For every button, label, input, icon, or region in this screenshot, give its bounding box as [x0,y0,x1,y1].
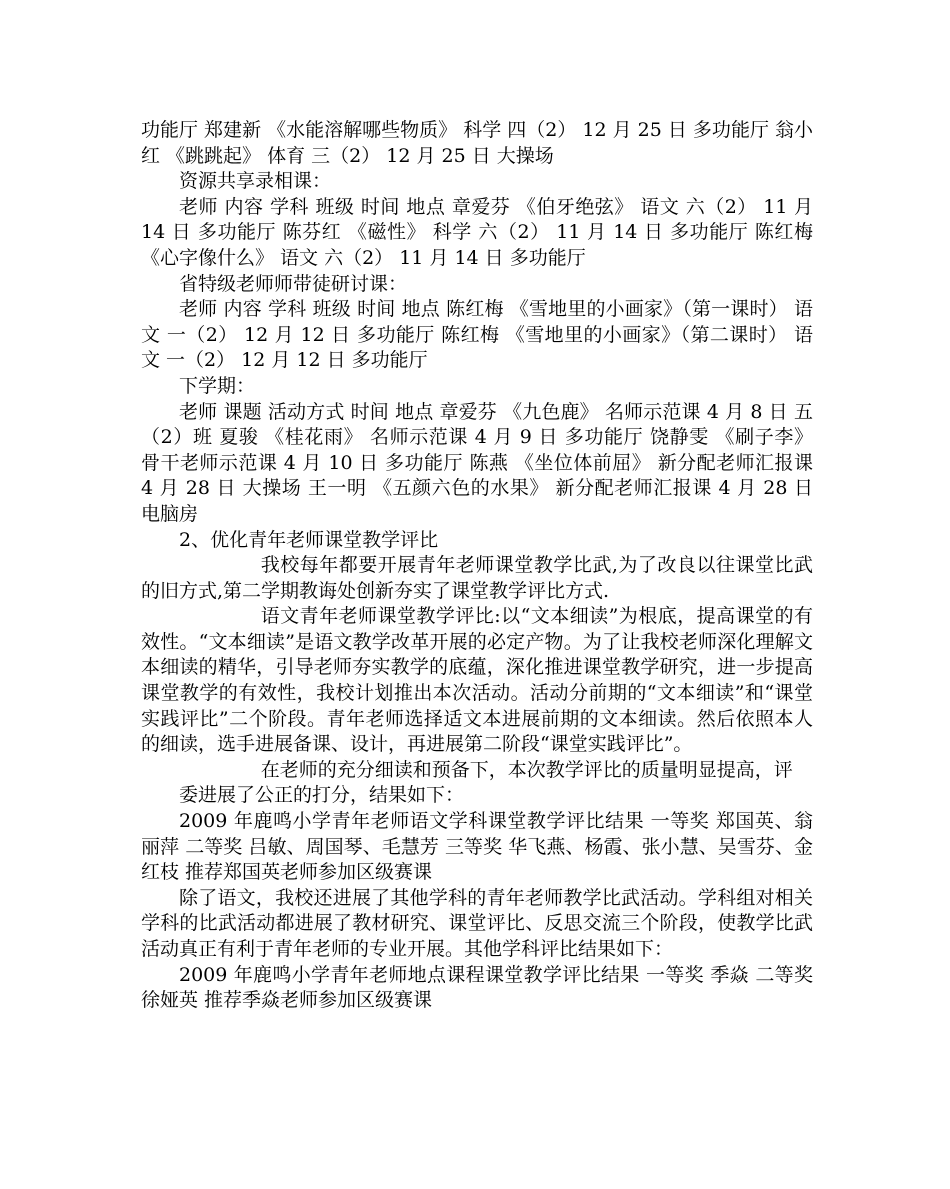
paragraph-mentor-seminar: 老师 内容 学科 班级 时间 地点 陈红梅 《雪地里的小画家》（第一课时） 语文 一（2） 12 月 12 日 多功能厅 陈红梅 《雪地里的小画家》（第二课时） 语文 一（2） 12 月 12 日 多功能厅 [141,298,813,372]
heading-mentor-seminar: 省特级老师师带徒研讨课： [179,272,408,295]
paragraph-chinese-results: 2009 年鹿鸣小学青年老师语文学科课堂教学评比结果 一等奖 郑国英、翁丽萍 二等奖 吕敏、周国琴、毛慧芳 三等奖 华飞燕、杨霞、张小慧、吴雪芬、金红枝 推荐郑国英老师参加区级赛课 [141,810,813,884]
paragraph-schedule-continued: 功能厅 郑建新 《水能溶解哪些物质》 科学 四（2） 12 月 25 日 多功能厅 翁小红 《跳跳起》 体育 三（2） 12 月 25 日 大操场 [141,119,813,167]
paragraph-other-subjects: 除了语文，我校还进展了其他学科的青年老师教学比武活动。学科组对相关学科的比武活动都进展了教材研究、课堂评比、反思交流三个阶段，使教学比武活动真正有利于青年老师的专业开展。其他学科评比结果如下： [141,886,813,960]
paragraph-shared-recorded-lessons: 老师 内容 学科 班级 时间 地点 章爱芬 《伯牙绝弦》 语文 六（2） 11 月 14 日 多功能厅 陈芬红 《磁性》 科学 六（2） 11 月 14 日 多功能厅 陈红梅 《心字像什么》 语文 六（2） 11 月 14 日 多功能厅 [141,195,813,269]
section-heading-teaching-competition: 2、优化青年老师课堂教学评比 [179,528,439,551]
paragraph-next-semester: 老师 课题 活动方式 时间 地点 章爱芬 《九色鹿》 名师示范课 4 月 8 日 五（2）班 夏骏 《桂花雨》 名师示范课 4 月 9 日 多功能厅 饶静雯 《刷子李》 骨干老师示范课 4 月 10 日 多功能厅 陈燕 《坐位体前屈》 新分配老师汇报课 4 月 28 日 大操场 王一明 《五颜六色的水果》 新分配老师汇报课 4 月 28 日 电脑房 [141,400,813,525]
paragraph-judges-scoring: 委进展了公正的打分，结果如下： [179,784,465,807]
paragraph-quality-improved: 在老师的充分细读和预备下，本次教学评比的质量明显提高，评 [260,758,793,781]
heading-shared-recorded-lessons: 资源共享录相课： [179,170,332,193]
paragraph-chinese-competition: 语文青年老师课堂教学评比:以“文本细读”为根底，提高课堂的有效性。“文本细读”是语文教学改革开展的必定产物。为了让我校老师深化理解文本细读的精华，引导老师夯实教学的底蕴，深化推进课堂教学研究，进一步提高课堂教学的有效性，我校计划推出本次活动。活动分前期的“文本细读”和“课堂实践评比”二个阶段。青年老师选择适文本进展前期的文本细读。然后依照本人的细读，选手进展备课、设计，再进展第二阶段“课堂实践评比”。 [141,605,813,756]
document-page [141,118,813,1014]
paragraph-competition-intro: 我校每年都要开展青年老师课堂教学比武,为了改良以往课堂比武的旧方式,第二学期教诲处创新夯实了课堂教学评比方式. [141,554,813,602]
paragraph-local-course-results: 2009 年鹿鸣小学青年老师地点课程课堂教学评比结果 一等奖 季焱 二等奖 徐娅英 推荐季焱老师参加区级赛课 [141,963,813,1012]
heading-next-semester: 下学期： [179,374,256,397]
